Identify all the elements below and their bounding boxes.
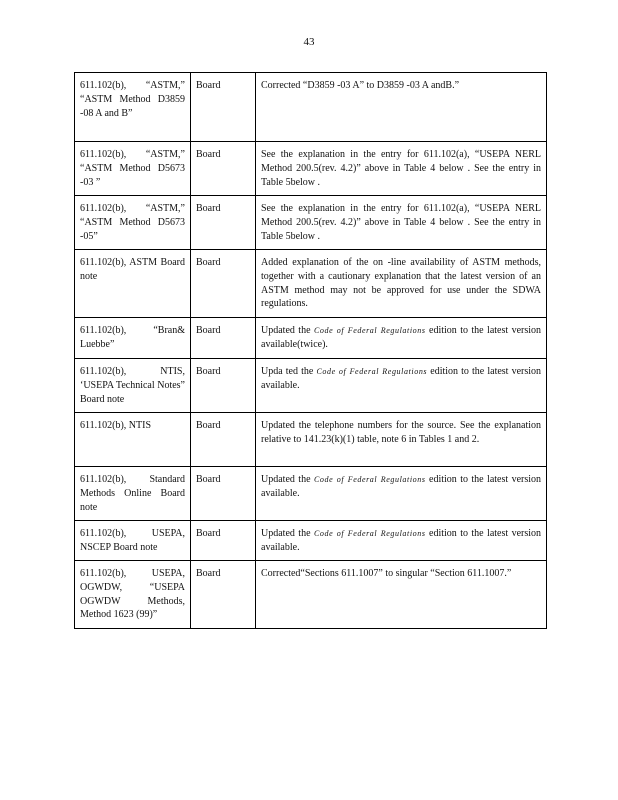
change-text: Updated the telephone numbers for the source. See the explanation relative to 141.23(k)(1) table, note 6 in Tables 1 and 2.: [261, 420, 541, 445]
change-cell: [256, 413, 547, 467]
author-cell: Board: [191, 196, 256, 250]
change-text: Corrected “D3859 -03 A” to D3859 -03 A andB.”: [261, 80, 460, 91]
cfr-citation: Code of Federal Regulations: [313, 529, 426, 538]
change-text: Corrected“Sections 611.1007” to singular “Section 611.1007.”: [261, 568, 512, 579]
changes-table: [74, 72, 547, 629]
change-text: Updated the: [261, 528, 314, 539]
change-text: Updated the: [261, 325, 314, 336]
author-cell: Board: [191, 250, 256, 318]
section-cell: 611.102(b), ASTM Board note: [75, 250, 191, 318]
section-cell: 611.102(b), “ASTM,” “ASTM Method D3859 -08 A and B”: [75, 73, 191, 142]
author-cell: Board: [191, 413, 256, 467]
change-text: edition to the latest version available.: [261, 366, 542, 391]
change-cell: [256, 318, 547, 359]
table-row: [75, 250, 547, 318]
section-cell: 611.102(b), “ASTM,” “ASTM Method D5673 -05”: [75, 196, 191, 250]
change-text: Added explanation of the on -line availability of ASTM methods, together with a cautionary explanation that the latest version of an ASTM method may not be approved for use under the SDWA regulations.: [261, 257, 541, 310]
table-row: [75, 196, 547, 250]
change-text: edition to the latest version available.: [261, 528, 542, 553]
change-text: Upda ted the: [261, 366, 317, 377]
section-cell: 611.102(b), NTIS: [75, 413, 191, 467]
table-row: [75, 561, 547, 629]
change-cell: [256, 196, 547, 250]
section-cell: 611.102(b), Standard Methods Online Board note: [75, 467, 191, 521]
table-row: [75, 318, 547, 359]
cfr-citation: Code of Federal Regulations: [316, 367, 428, 376]
change-cell: [256, 250, 547, 318]
change-cell: [256, 521, 547, 561]
change-cell: [256, 467, 547, 521]
section-cell: 611.102(b), USEPA, OGWDW, “USEPA OGWDW Methods, Method 1623 (99)”: [75, 561, 191, 629]
change-cell: [256, 359, 547, 413]
cfr-citation: Code of Federal Regulations: [313, 475, 426, 484]
table-row: [75, 359, 547, 413]
author-cell: Board: [191, 359, 256, 413]
cfr-citation: Code of Federal Regulations: [313, 326, 426, 335]
author-cell: Board: [191, 467, 256, 521]
section-cell: 611.102(b), USEPA, NSCEP Board note: [75, 521, 191, 561]
author-cell: Board: [191, 561, 256, 629]
section-cell: 611.102(b), “ASTM,” “ASTM Method D5673 -03 ”: [75, 142, 191, 196]
table-row: [75, 521, 547, 561]
change-cell: [256, 142, 547, 196]
table-row: [75, 142, 547, 196]
section-cell: 611.102(b), “Bran& Luebbe”: [75, 318, 191, 359]
change-text: edition to the latest version available(twice).: [261, 325, 542, 350]
change-text: See the explanation in the entry for 611.102(a), “USEPA NERL Method 200.5(rev. 4.2)” above in Table 4 below . See the entry in Table 5below .: [261, 149, 541, 188]
table-row: [75, 413, 547, 467]
table-row: [75, 73, 547, 142]
section-cell: 611.102(b), NTIS, ‘USEPA Technical Notes” Board note: [75, 359, 191, 413]
table-row: [75, 467, 547, 521]
author-cell: Board: [191, 318, 256, 359]
author-cell: Board: [191, 142, 256, 196]
change-cell: [256, 73, 547, 142]
change-text: edition to the latest version available.: [261, 474, 542, 499]
changes-table-body: [75, 73, 547, 629]
change-text: See the explanation in the entry for 611.102(a), “USEPA NERL Method 200.5(rev. 4.2)” above in Table 4 below . See the entry in Table 5below .: [261, 203, 541, 242]
page-number: 43: [303, 36, 315, 48]
change-text: Updated the: [261, 474, 314, 485]
author-cell: Board: [191, 521, 256, 561]
change-cell: [256, 561, 547, 629]
author-cell: Board: [191, 73, 256, 142]
